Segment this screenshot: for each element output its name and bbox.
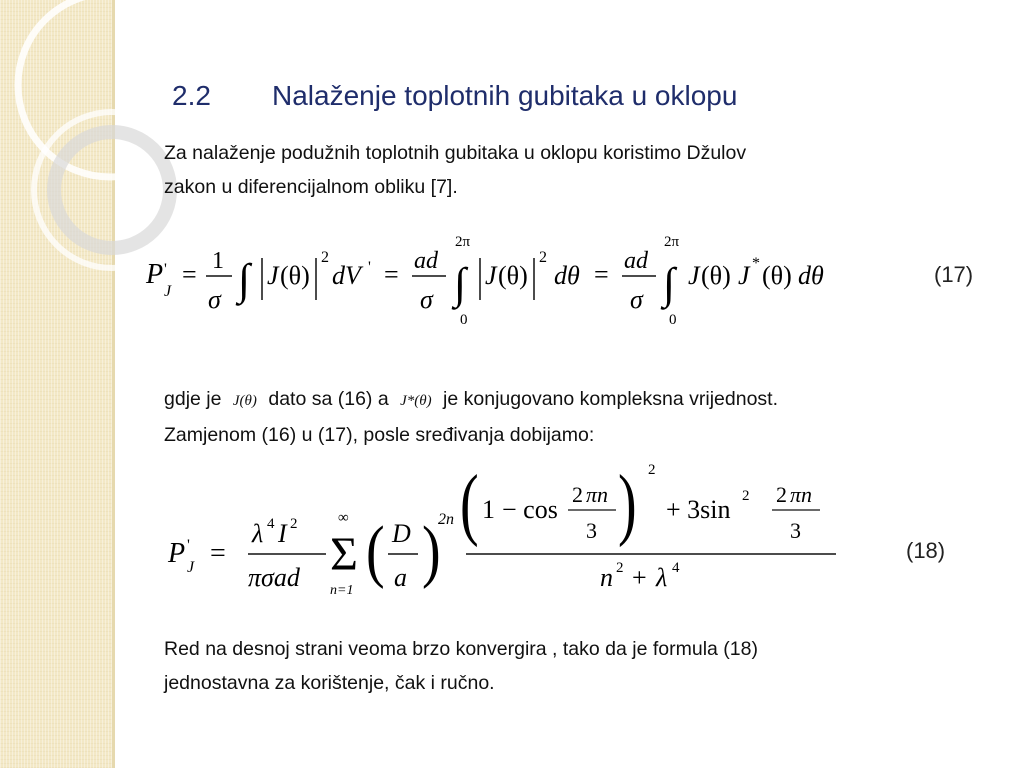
paragraph-intro-line1: Za nalaženje podužnih toplotnih gubitaka u oklopu koristimo Džulov <box>164 142 747 164</box>
paragraph-intro-line2: zakon u diferencijalnom obliku [7]. <box>164 176 458 198</box>
svg-text:+: + <box>632 563 647 592</box>
text-part3: je konjugovano kompleksna vrijednost. <box>443 388 778 410</box>
svg-text:I: I <box>278 519 287 548</box>
svg-text:σ: σ <box>630 285 643 314</box>
svg-text:a: a <box>394 563 407 592</box>
svg-text:∫: ∫ <box>238 255 251 304</box>
math-j-theta: J(θ) <box>232 393 257 409</box>
svg-text:P: P <box>146 259 164 290</box>
svg-text:ad: ad <box>414 248 438 274</box>
svg-text:J: J <box>187 559 195 576</box>
svg-text:(θ): (θ) <box>280 261 310 290</box>
svg-text:Σ: Σ <box>330 528 358 581</box>
slide-title <box>172 80 737 112</box>
svg-text:∫: ∫ <box>454 259 467 308</box>
svg-text:J: J <box>485 261 497 290</box>
svg-text:2: 2 <box>776 482 787 507</box>
paragraph-substitution <box>164 382 778 452</box>
svg-text:3: 3 <box>790 518 801 543</box>
svg-text:J: J <box>164 283 172 300</box>
svg-text:n=1: n=1 <box>330 583 354 598</box>
svg-text:': ' <box>187 537 190 554</box>
svg-text:2π: 2π <box>664 234 680 250</box>
svg-text:P: P <box>168 538 186 569</box>
svg-text:(: ( <box>460 458 479 548</box>
svg-text:πn: πn <box>586 482 609 507</box>
svg-text:2: 2 <box>321 249 329 266</box>
svg-text:4: 4 <box>672 560 680 576</box>
svg-text:σ: σ <box>420 285 433 314</box>
svg-text:λ: λ <box>252 519 264 548</box>
svg-text:0: 0 <box>460 312 468 328</box>
svg-text:): ) <box>422 512 441 590</box>
paragraph-conclusion <box>164 632 758 700</box>
svg-text:πn: πn <box>790 482 813 507</box>
paragraph-conclusion-line1: Red na desnoj strani veoma brzo konvergira , tako da je formula (18) <box>164 638 758 660</box>
paragraph-substitution-line1 <box>164 382 778 418</box>
svg-text:(θ): (θ) <box>498 261 528 290</box>
svg-text:2n: 2n <box>438 511 454 528</box>
svg-text:D: D <box>392 519 411 548</box>
svg-text:=: = <box>594 260 609 289</box>
svg-text:− cos: − cos <box>502 495 558 524</box>
section-number: 2.2 <box>172 80 211 111</box>
svg-text:∞: ∞ <box>338 510 349 526</box>
equation-18 <box>160 458 860 608</box>
svg-text:dθ: dθ <box>798 261 824 290</box>
svg-text:λ: λ <box>656 563 668 592</box>
svg-text:2: 2 <box>572 482 583 507</box>
svg-text:3: 3 <box>586 518 597 543</box>
svg-text:=: = <box>182 260 197 289</box>
svg-text:J: J <box>688 261 700 290</box>
svg-text:(θ): (θ) <box>762 261 792 290</box>
paragraph-intro <box>164 136 746 204</box>
svg-text:=: = <box>210 538 226 569</box>
svg-text:*: * <box>752 255 760 272</box>
svg-text:0: 0 <box>669 312 677 328</box>
svg-text:4: 4 <box>267 516 275 532</box>
section-title: Nalaženje toplotnih gubitaka u oklopu <box>272 80 738 111</box>
svg-text:': ' <box>368 259 371 276</box>
svg-text:2: 2 <box>616 560 624 576</box>
svg-text:2: 2 <box>539 249 547 266</box>
svg-text:dV: dV <box>332 261 361 290</box>
svg-text:2: 2 <box>742 488 750 504</box>
svg-text:(θ): (θ) <box>701 261 731 290</box>
paragraph-substitution-line2: Zamjenom (16) u (17), posle sređivanja dobijamo: <box>164 424 595 446</box>
svg-text:n: n <box>600 563 613 592</box>
equation-17 <box>140 228 860 338</box>
equation-18-number: (18) <box>906 538 946 563</box>
text-part1: gdje je <box>164 388 222 410</box>
svg-text:πσad: πσad <box>248 563 300 592</box>
svg-text:ad: ad <box>624 248 648 274</box>
svg-text:2: 2 <box>648 462 656 478</box>
svg-text:): ) <box>618 458 637 548</box>
svg-text:+ 3sin: + 3sin <box>666 495 731 524</box>
svg-text:=: = <box>384 260 399 289</box>
svg-text:J: J <box>267 261 279 290</box>
svg-text:': ' <box>164 261 167 278</box>
paragraph-conclusion-line2: jednostavna za korištenje, čak i ručno. <box>164 672 495 694</box>
svg-text:σ: σ <box>208 285 221 314</box>
svg-text:1: 1 <box>482 495 495 524</box>
svg-text:∫: ∫ <box>663 259 676 308</box>
svg-text:(: ( <box>366 512 385 590</box>
svg-text:dθ: dθ <box>554 261 580 290</box>
svg-text:2π: 2π <box>455 234 471 250</box>
math-j-conj-theta: J*(θ) <box>400 393 432 409</box>
equation-17-number: (17) <box>934 262 974 287</box>
text-part2: dato sa (16) a <box>268 388 389 410</box>
svg-text:1: 1 <box>212 248 224 274</box>
svg-text:J: J <box>738 261 750 290</box>
svg-text:2: 2 <box>290 516 298 532</box>
